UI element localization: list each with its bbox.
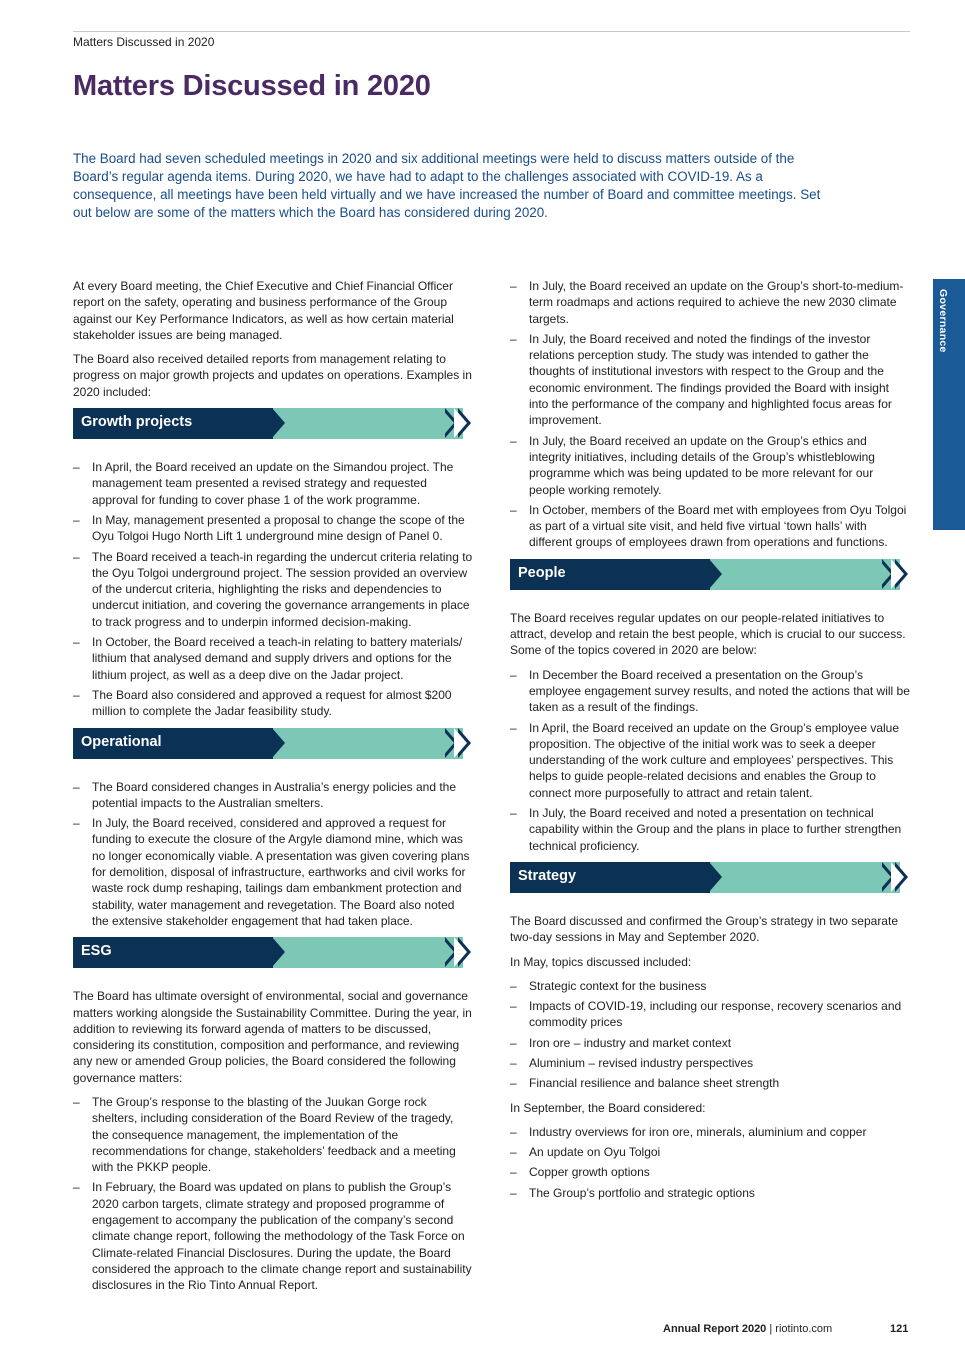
list-item: – The Board received a teach-in regarding the undercut criteria relating to the Oyu Tolgoi underground project. The session provided an overview of the undercut criteria, highlighting the risks and dependencies to undercut initiation, and covering the governance arrangements in place to track progress and to underpin informed decision-making. [73,549,473,629]
list-item: – The Board considered changes in Australia’s energy policies and the potential impacts to the Australian smelters. [73,779,457,810]
people-paragraph: The Board receives regular updates on our people-related initiatives to attract, develop and retain the best people, which is crucial to our success. Some of the topics covered in 2020 are below: [510,610,906,658]
list-item: – In February, the Board was updated on plans to publish the Group’s 2020 carbon targets, climate strategy and proposed programme of engagement to accompany the publication of the company’s second climate change report, following the methodology of the Task Force on Climate-related Financial Disclosures. During the update, the Board considered the approach to the climate change report and sustainability disclosures in the Rio Tinto Annual Report. [73,1180,472,1293]
list-item: – In April, the Board received an update on the Simandou project. The management team presented a revised strategy and requested approval for funding to cover phase 1 of the work programme. [73,460,454,507]
header-rule [73,31,910,32]
list-item: – In July, the Board received and noted the findings of the investor relations perception study. The study was intended to gather the thoughts of institutional investors with respect to the Group and the economic environment. The findings provided the Board with insight into the performance of the company and highlighted focus areas for improvement. [510,331,892,428]
people-banner [510,559,910,590]
list-item: – The Group’s portfolio and strategic options [510,1185,755,1200]
list-item: – In October, the Board received a teach-in relating to battery materials/ lithium that analysed demand and supply drivers and options for the lithium project, as well as a deep dive on the Jadar project. [73,635,463,682]
operational-banner [73,728,473,759]
footer-report [663,1323,832,1335]
growth-projects-list [73,459,473,719]
list-item: – In July, the Board received an update on the Group’s short-to-medium-term roadmaps and actions required to achieve the new 2030 climate targets. [510,279,904,326]
list-item: – The Group’s response to the blasting of the Juukan Gorge rock shelters, including consideration of the Board Review of the tragedy, the consequence management, the implementation of the recommendations for change, stakeholders’ feedback and a meeting with the PKKP people. [73,1094,456,1175]
list-item: – In July, the Board received an update on the Group’s ethics and integrity initiatives, including details of the Group’s whistleblowing programme which was being updated to be more relevant for our people working remotely. [510,433,875,497]
left-column [73,278,473,1302]
footer-report-title: Annual Report 2020 [663,1323,767,1335]
list-item: – In July, the Board received and noted a presentation on technical capability within the Group and the plans in place to further strengthen technical proficiency. [510,806,902,853]
people-list [510,667,910,854]
september-topics-list [510,1124,910,1201]
footer-separator: | [766,1323,776,1335]
growth-projects-heading: Growth projects [81,414,193,431]
list-item: – The Board also considered and approved a request for almost $200 million to complete the Jadar feasibility study. [73,687,452,719]
strategy-paragraph: The Board discussed and confirmed the Group’s strategy in two separate two-day sessions in May and September 2020. [510,913,898,945]
page-number: 121 [890,1323,909,1335]
strategy-banner [510,862,910,893]
strategy-heading: Strategy [518,867,577,884]
list-item: – In April, the Board received an update on the Group’s employee value proposition. The objective of the initial work was to seek a deeper understanding of the work culture and employees’ perspectives. This helps to guide people-related decisions and enables the Group to connect more purposefully to attract and retain talent. [510,720,900,800]
may-topics-intro: In May, topics discussed included: [510,954,692,969]
list-item: – Copper growth options [510,1165,650,1180]
operational-list [73,779,473,930]
reports-paragraph: The Board also received detailed reports from management relating to progress on major growth projects and updates on operations. Examples in 2020 included: [73,352,472,399]
esg-heading: ESG [81,943,112,960]
list-item: – Aluminium – revised industry perspectives [510,1055,754,1070]
list-item: – Iron ore – industry and market context [510,1035,732,1050]
list-item: – Impacts of COVID-19, including our response, recovery scenarios and commodity prices [510,999,902,1030]
section-tab-governance[interactable] [933,279,965,530]
list-item: – In July, the Board received, considered and approved a request for funding to execute the closure of the Argyle diamond mine, which was no longer economically viable. A presentation was given covering plans for demolition, disposal of infrastructure, earthworks and civil works for waste rock dump reshaping, tailings dam embankment protection and stability, water management and revegetation. The Board also noted the extensive stakeholder engagement that had taken place. [73,816,470,928]
list-item: – Strategic context for the business [510,978,707,993]
board-meeting-paragraph: At every Board meeting, the Chief Executive and Chief Financial Officer report on the safety, operating and business performance of the Group against our Key Performance Indicators, as well as how certain material stakeholder issues are being managed. [73,279,454,342]
list-item: – Industry overviews for iron ore, minerals, aluminium and copper [510,1124,867,1139]
list-item: – In October, members of the Board met with employees from Oyu Tolgoi as part of a virtual site visit, and held five virtual ‘town halls’ with different groups of employees drawn from operations and functions. [510,502,907,550]
esg-banner [73,937,473,968]
operational-heading: Operational [81,733,162,750]
esg-continued-list [510,278,910,551]
list-item: – In December the Board received a presentation on the Group’s employee engagement survey results, and noted the actions that will be taken as a result of the findings. [510,667,910,715]
section-tab-label: Governance [937,289,949,353]
may-topics-list [510,978,910,1092]
list-item: – In May, management presented a proposal to change the scope of the Oyu Tolgoi Hugo North Lift 1 underground mine design of Panel 0. [73,512,465,544]
esg-paragraph: The Board has ultimate oversight of environmental, social and governance matters working alongside the Sustainability Committee. During the year, in addition to reviewing its forward agenda of matters to be discussed, considering its constitution, composition and performance, and reviewing any new or amended Group policies, the Board considered the following governance matters: [73,989,472,1085]
list-item: – Financial resilience and balance sheet strength [510,1076,780,1091]
esg-list [73,1094,473,1294]
september-topics-intro: In September, the Board considered: [510,1100,706,1115]
right-column [510,278,910,1209]
people-heading: People [518,564,566,581]
intro-paragraph: The Board had seven scheduled meetings in 2020 and six additional meetings were held to discuss matters outside of the Board’s regular agenda items. During 2020, we have had to adapt to the challenges associated with COVID-19. As a consequence, all meetings have been held virtually and we have increased the number of Board and committee meetings. Set out below are some of the matters which the Board has considered during 2020. [73,151,821,220]
page-title: Matters Discussed in 2020 [73,70,431,102]
footer-site-link[interactable]: riotinto.com [775,1323,833,1335]
growth-projects-banner [73,408,473,439]
running-head: Matters Discussed in 2020 [73,35,215,49]
list-item: – An update on Oyu Tolgoi [510,1145,661,1160]
